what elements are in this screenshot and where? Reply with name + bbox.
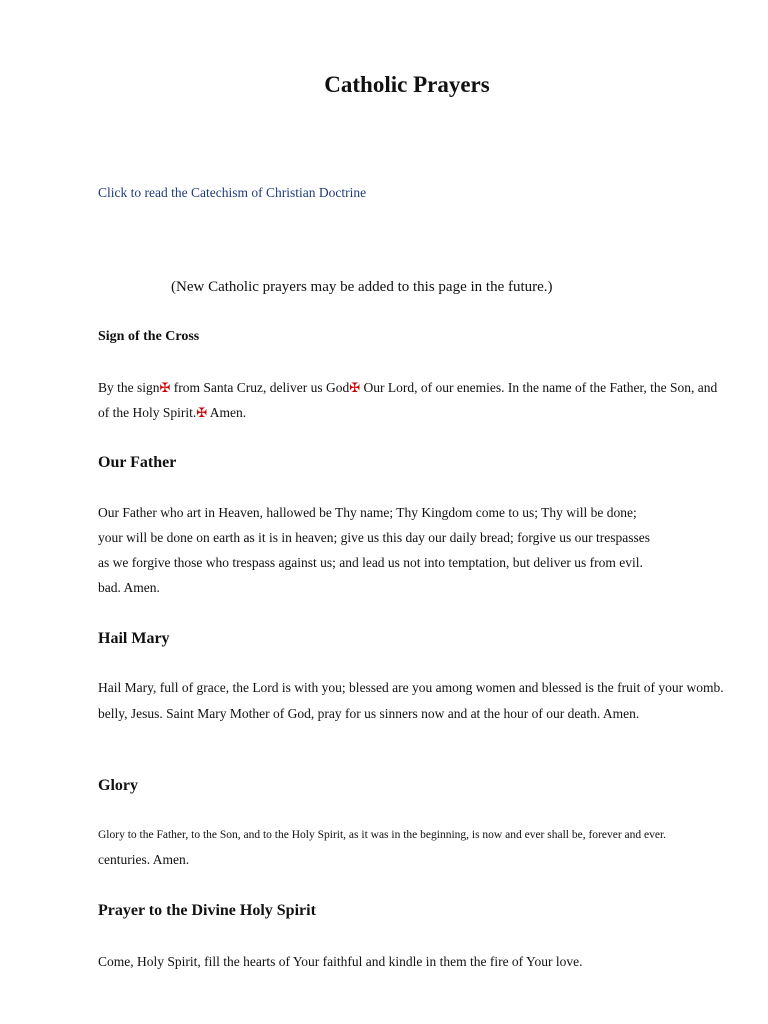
our-father-line: Our Father who art in Heaven, hallowed be Thy name; Thy Kingdom come to us; Thy will be done;	[98, 505, 637, 520]
our-father-line: bad. Amen.	[98, 580, 160, 595]
catechism-link[interactable]: Click to read the Catechism of Christian Doctrine	[98, 185, 367, 200]
sign-of-the-cross-text-1: By the sign	[98, 380, 160, 395]
holy-spirit-heading: Prayer to the Divine Holy Spirit	[98, 902, 316, 919]
sign-of-the-cross-text-3: Our Lord, of our enemies. In the name of the Father, the Son, and	[360, 380, 718, 395]
hail-mary-heading: Hail Mary	[98, 630, 170, 647]
glory-line: centuries. Amen.	[98, 852, 190, 867]
hail-mary-line: belly, Jesus. Saint Mary Mother of God, pray for us sinners now and at the hour of our death. Amen.	[98, 706, 640, 721]
sign-of-the-cross-heading: Sign of the Cross	[98, 329, 200, 344]
hail-mary-line: Hail Mary, full of grace, the Lord is with you; blessed are you among women and blessed is the fruit of your womb.	[98, 680, 724, 695]
page-title: Catholic Prayers	[324, 72, 490, 97]
our-father-heading: Our Father	[98, 454, 177, 471]
our-father-line: as we forgive those who trespass against us; and lead us not into temptation, but deliver us from evil.	[98, 555, 643, 570]
glory-heading: Glory	[98, 777, 138, 794]
red-cross-icon: ✠	[196, 405, 208, 420]
sign-of-the-cross-text-4: of the Holy Spirit.	[98, 405, 197, 420]
sign-of-the-cross-line-2	[98, 405, 246, 421]
sign-of-the-cross-line-1	[98, 380, 717, 396]
sign-of-the-cross-text-2: from Santa Cruz, deliver us God	[170, 380, 350, 395]
sign-of-the-cross-text-5: Amen.	[207, 405, 247, 420]
holy-spirit-line: Come, Holy Spirit, fill the hearts of Your faithful and kindle in them the fire of Your love.	[98, 954, 583, 969]
red-cross-icon: ✠	[159, 380, 171, 395]
glory-line: Glory to the Father, to the Son, and to the Holy Spirit, as it was in the beginning, is now and ever shall be, forever and ever.	[98, 829, 667, 841]
future-prayers-note: (New Catholic prayers may be added to this page in the future.)	[171, 279, 553, 295]
red-cross-icon: ✠	[349, 380, 361, 395]
our-father-line: your will be done on earth as it is in heaven; give us this day our daily bread; forgive us our trespasses	[98, 530, 651, 545]
